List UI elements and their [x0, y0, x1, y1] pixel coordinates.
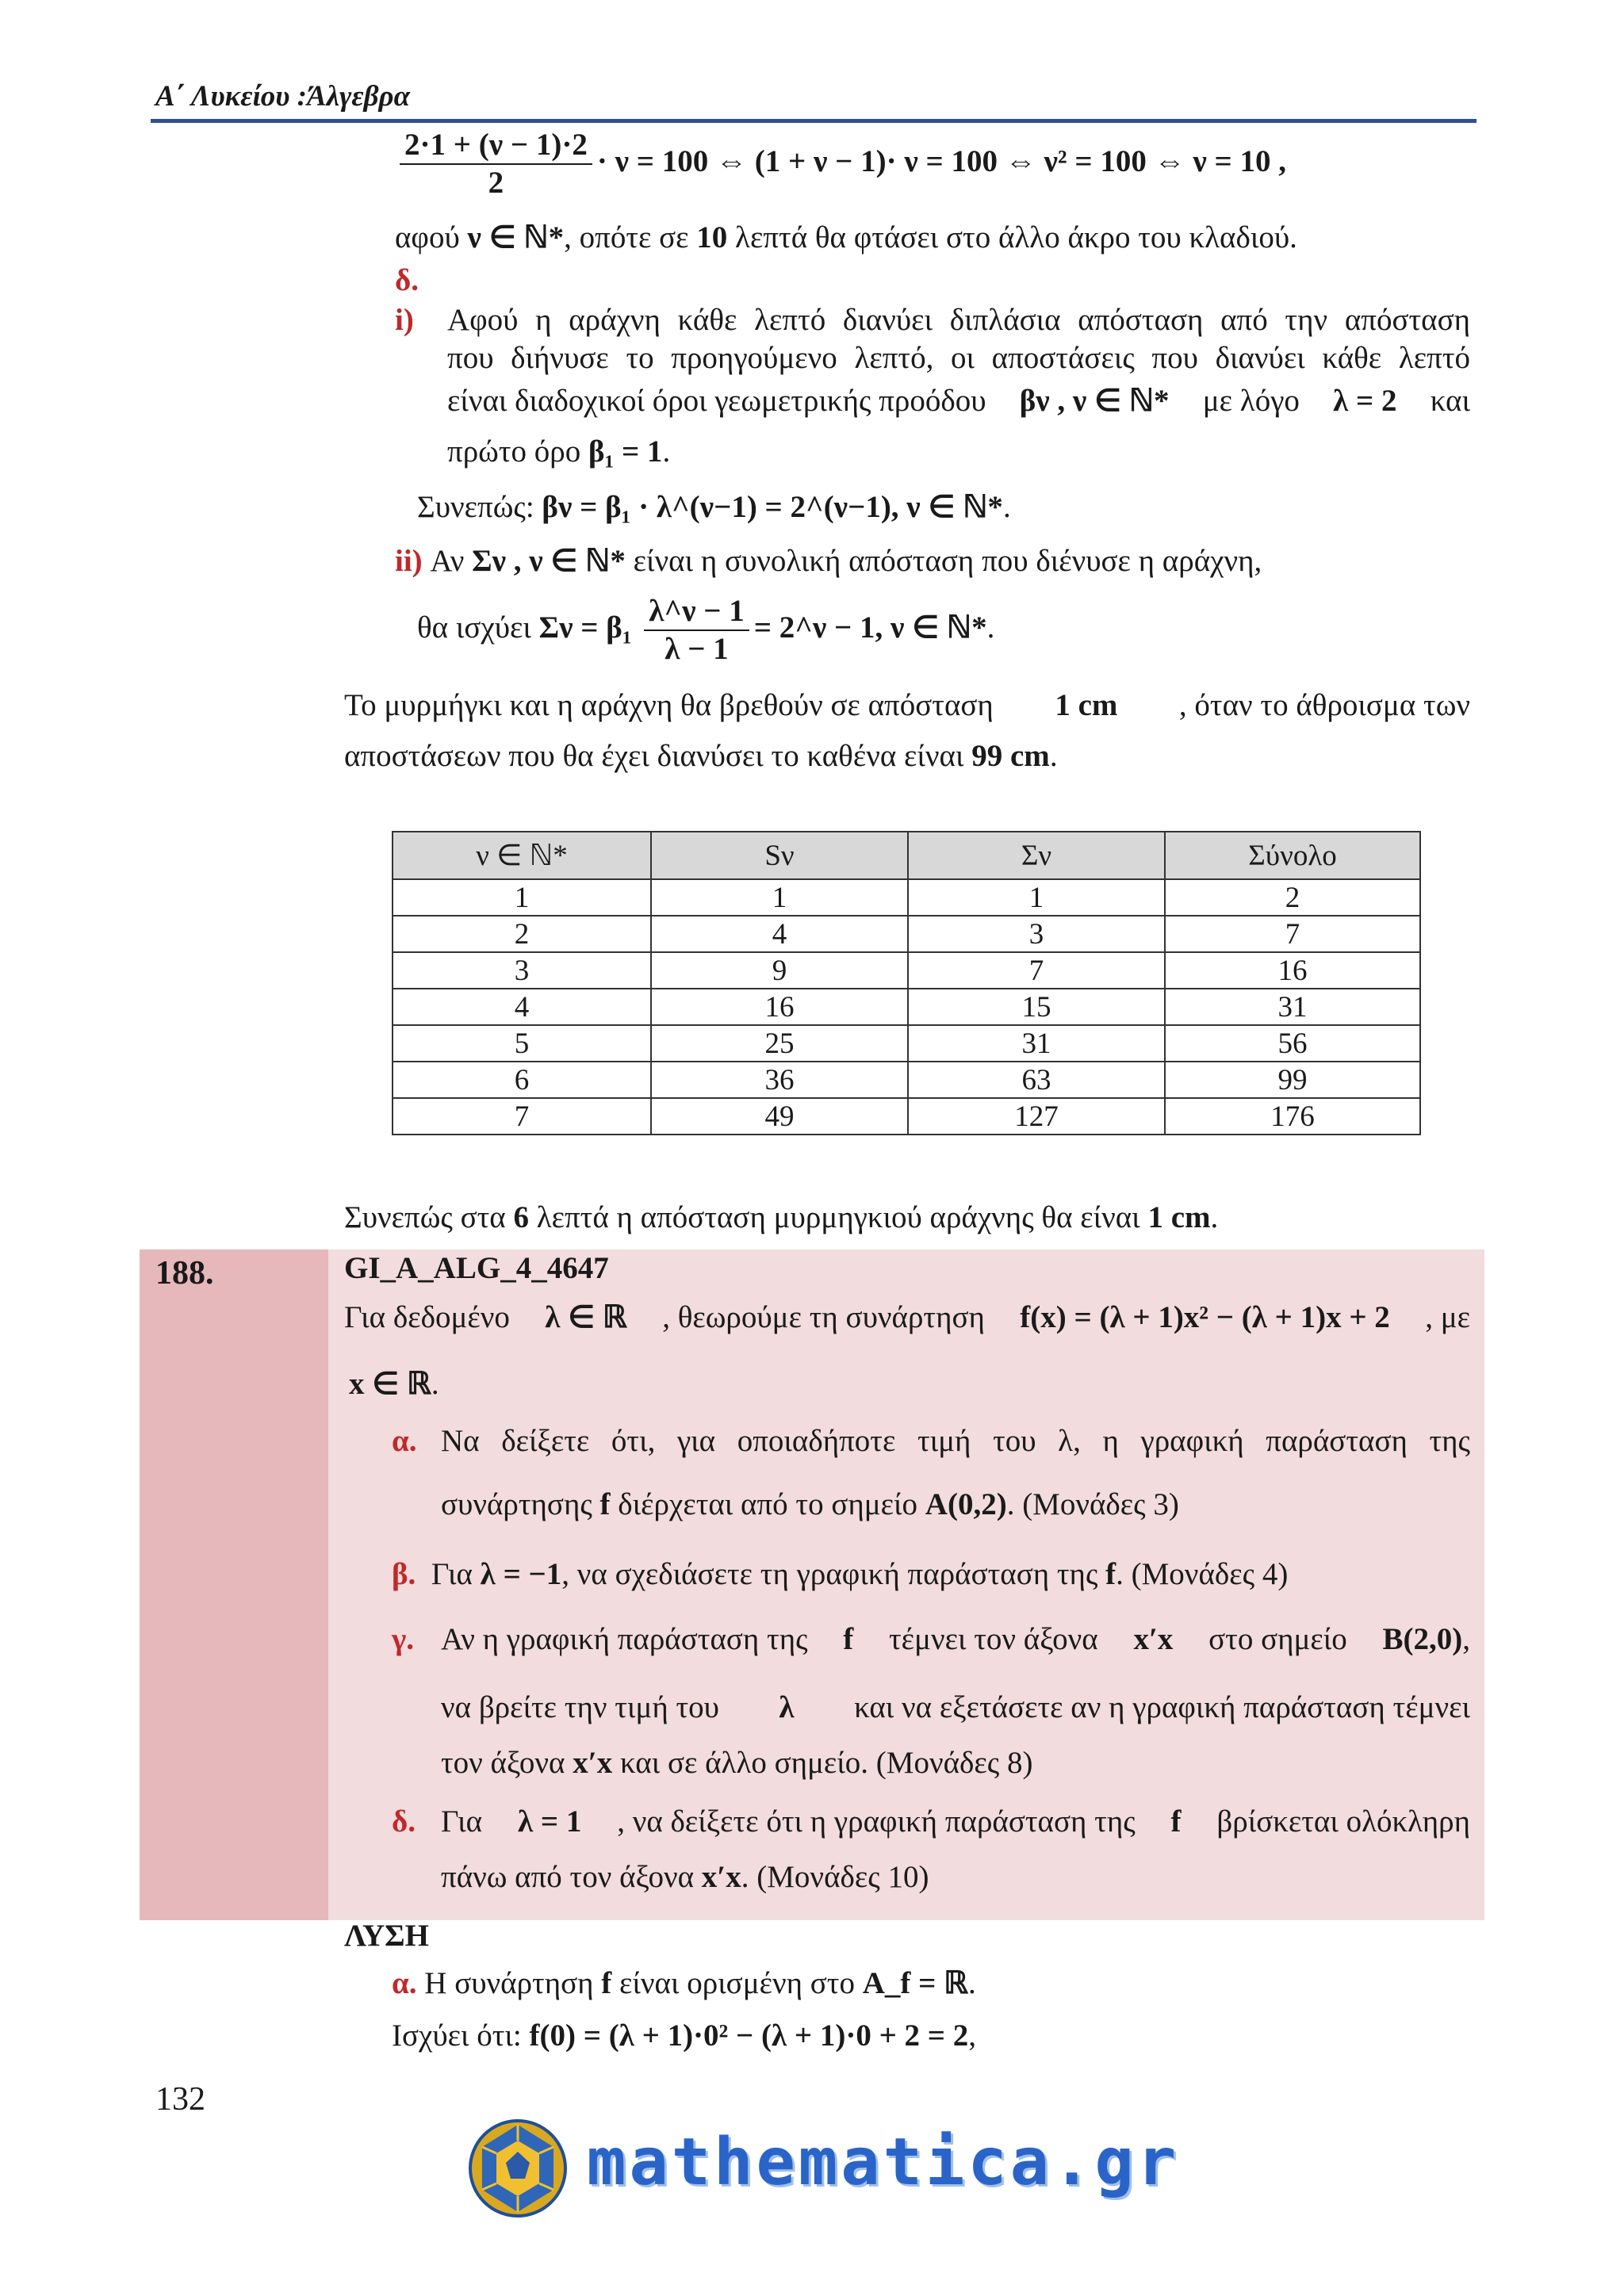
question-line	[441, 1483, 1179, 1527]
math: f(0) = (λ + 1)·0² − (λ + 1)·0 + 2 = 2	[529, 2019, 969, 2053]
text: Για	[441, 1804, 483, 1839]
math: x′x	[573, 1746, 613, 1780]
text: .	[986, 610, 995, 645]
math: x′x	[1133, 1622, 1174, 1656]
text: πρώτο όρο	[447, 434, 588, 469]
text: . (Μονάδες 3)	[1006, 1487, 1179, 1521]
table-cell: 9	[651, 952, 908, 989]
table-cell: 16	[1165, 952, 1420, 989]
sub-label-ii: ii)	[395, 544, 423, 578]
text: διέρχεται από το σημείο	[610, 1487, 925, 1521]
table-cell: 176	[1165, 1098, 1420, 1135]
question-b	[392, 1552, 1288, 1597]
table-cell: 63	[908, 1062, 1165, 1098]
text: ,	[1462, 1622, 1470, 1656]
fraction-numerator: 2·1 + (ν − 1)·2	[400, 127, 592, 165]
fraction-numerator: λ^ν − 1	[644, 593, 749, 631]
sum-formula-line	[417, 593, 994, 668]
text: να βρείτε την τιμή του	[441, 1690, 719, 1724]
text: .	[1049, 739, 1058, 773]
text: πάνω από τον άξονα	[441, 1860, 702, 1894]
math: λ ∈ ℝ	[545, 1300, 627, 1334]
math: x′x	[701, 1860, 741, 1894]
table-cell: 15	[908, 989, 1165, 1025]
conclusion-line	[344, 1196, 1218, 1240]
problem-intro-line	[349, 1362, 439, 1406]
math: Σν , ν ∈ ℕ*	[472, 544, 626, 578]
text: , με	[1425, 1300, 1470, 1334]
table-row	[393, 1062, 1420, 1098]
text: , θεωρούμε τη συνάρτηση	[662, 1300, 985, 1334]
text: Το μυρμήγκι και η αράχνη θα βρεθούν σε απόσταση	[344, 688, 994, 722]
table-cell: 1	[908, 879, 1165, 916]
polyhedron-logo-icon	[466, 2117, 569, 2220]
math: f	[599, 1487, 611, 1521]
text: .	[431, 1367, 439, 1401]
text: και σε άλλο σημείο. (Μονάδες 8)	[612, 1746, 1033, 1780]
column-header: Sν	[651, 832, 908, 879]
table-cell: 4	[393, 989, 651, 1025]
text: αποστάσεων που θα έχει διανύσει το καθένα είναι	[344, 739, 972, 773]
table-row	[393, 1098, 1420, 1135]
text: και	[1430, 384, 1470, 418]
header-rule	[151, 119, 1477, 123]
solution-label-a: α.	[392, 1966, 417, 2000]
text: και να εξετάσετε αν η γραφική παράσταση τέμνει	[854, 1690, 1470, 1724]
table-cell: 2	[1165, 879, 1420, 916]
table-cell: 1	[393, 879, 651, 916]
text-line	[395, 216, 1297, 260]
table-cell: 6	[393, 1062, 651, 1098]
table-cell: 7	[1165, 916, 1420, 952]
consequence-line	[417, 485, 1011, 530]
math: λ = −1	[480, 1557, 562, 1591]
math: ν ∈ ℕ*	[467, 220, 565, 254]
math: 99 cm	[971, 739, 1050, 773]
text: με λόγο	[1202, 384, 1300, 418]
question-line: Να δείξετε ότι, για οποιαδήποτε τιμή του λ, η γραφική παράσταση της	[441, 1424, 1470, 1458]
table-cell: 7	[908, 952, 1165, 989]
question-line	[441, 1617, 1470, 1662]
math: 10	[696, 220, 728, 254]
text: Συνεπώς στα	[344, 1200, 514, 1234]
table-cell: 7	[393, 1098, 651, 1135]
question-label-b: β.	[392, 1557, 416, 1591]
paragraph-line	[447, 379, 1470, 423]
text: Για	[431, 1557, 481, 1591]
text: τον άξονα	[441, 1746, 573, 1780]
paragraph-line	[344, 683, 1470, 728]
equation-rest: · ν = 100 ⇔ (1 + ν − 1)· ν = 100 ⇔ ν² = 100 ⇔ ν = 10 ,	[596, 144, 1286, 178]
math: λ = 1	[517, 1804, 582, 1839]
problem-intro-line	[344, 1295, 1470, 1340]
math: βν , ν ∈ ℕ*	[1019, 384, 1170, 418]
paragraph-line: Αφού η αράχνη κάθε λεπτό διανύει διπλάσια απόσταση από την απόσταση	[447, 303, 1470, 337]
text: .	[1210, 1200, 1219, 1234]
math: 6	[513, 1200, 529, 1234]
math: A(0,2)	[925, 1487, 1007, 1521]
paragraph-line: που διήνυσε το προηγούμενο λεπτό, οι αποστάσεις που διανύει κάθε λεπτό	[447, 341, 1470, 375]
column-header: Σύνολο	[1165, 832, 1420, 879]
table-cell: 31	[908, 1025, 1165, 1062]
text: . (Μονάδες 4)	[1116, 1557, 1289, 1591]
math: f	[601, 1966, 612, 2000]
text: ,	[968, 2019, 977, 2053]
table-row	[393, 916, 1420, 952]
fraction-denominator: 2	[488, 166, 504, 200]
site-logo-text: mathematica.gr	[587, 2125, 1180, 2200]
table-cell: 56	[1165, 1025, 1420, 1062]
question-line	[441, 1741, 1032, 1785]
table-cell: 31	[1165, 989, 1420, 1025]
text: , να σχεδιάσετε τη γραφική παράσταση της	[561, 1557, 1106, 1591]
problem-number: 188.	[155, 1255, 214, 1292]
table-cell: 3	[393, 952, 651, 989]
text: , οπότε σε	[564, 220, 697, 254]
question-line	[441, 1800, 1470, 1844]
fraction-denominator: λ − 1	[665, 632, 729, 666]
math: x ∈ ℝ	[349, 1367, 431, 1401]
question-line	[441, 1855, 929, 1900]
text: Αν	[422, 544, 473, 578]
question-label-d: δ.	[392, 1804, 416, 1839]
text: .	[967, 1966, 976, 2000]
math: βν = β₁ · λ^(ν−1) = 2^(ν−1), ν ∈ ℕ*	[542, 490, 1003, 524]
text: Συνεπώς:	[417, 490, 542, 524]
table-cell: 99	[1165, 1062, 1420, 1098]
question-label-a: α.	[392, 1424, 417, 1458]
math: λ = 2	[1333, 384, 1397, 418]
table-row	[393, 879, 1420, 916]
problem-code: GI_A_ALG_4_4647	[344, 1251, 609, 1285]
table-cell: 16	[651, 989, 908, 1025]
part-label-delta: δ.	[395, 263, 419, 297]
table-cell: 2	[393, 916, 651, 952]
text: .	[1002, 490, 1011, 524]
header-title: Α΄ Λυκείου :Άλγεβρα	[155, 80, 411, 113]
question-line	[441, 1686, 1470, 1730]
table-row	[393, 952, 1420, 989]
distance-table	[392, 831, 1421, 1135]
solution-line	[392, 1961, 976, 2006]
text: στο σημείο	[1208, 1622, 1347, 1656]
table-row	[393, 1025, 1420, 1062]
math: 1 cm	[1147, 1200, 1211, 1234]
sub-item-ii	[395, 539, 1262, 584]
solution-line	[392, 2014, 976, 2058]
math: λ	[779, 1690, 795, 1724]
text: Ισχύει ότι:	[392, 2019, 530, 2053]
math: f	[1170, 1804, 1182, 1839]
paragraph-line	[447, 430, 670, 474]
math: 1 cm	[1055, 688, 1118, 722]
table-cell: 49	[651, 1098, 908, 1135]
page-number: 132	[155, 2081, 205, 2118]
paragraph-line	[344, 734, 1058, 779]
sub-label-i: i)	[395, 303, 414, 337]
text: συνάρτησης	[441, 1487, 600, 1521]
math: = 2^ν − 1, ν ∈ ℕ*	[753, 610, 987, 645]
text: λεπτά θα φτάσει στο άλλο άκρο του κλαδιού.	[727, 220, 1297, 254]
text: αφού	[395, 220, 468, 254]
column-header: ν ∈ ℕ*	[393, 832, 651, 879]
text: βρίσκεται ολόκληρη	[1216, 1804, 1470, 1839]
math: β₁ = 1	[588, 434, 663, 469]
fraction	[644, 593, 749, 668]
table-cell: 36	[651, 1062, 908, 1098]
text: θα ισχύει	[417, 610, 539, 645]
math: A_f = ℝ	[862, 1966, 968, 2000]
text: είναι η συνολική απόσταση που διένυσε η αράχνη,	[625, 544, 1262, 578]
solution-title: ΛΥΣΗ	[344, 1919, 429, 1953]
text: , να δείξετε ότι η γραφική παράσταση της	[617, 1804, 1136, 1839]
text: τέμνει τον άξονα	[889, 1622, 1098, 1656]
text: Η συνάρτηση	[416, 1966, 602, 2000]
table-cell: 4	[651, 916, 908, 952]
table-row	[393, 989, 1420, 1025]
text: Για δεδομένο	[344, 1300, 510, 1334]
math: f	[1105, 1557, 1116, 1591]
table-cell: 3	[908, 916, 1165, 952]
question-label-c: γ.	[392, 1622, 414, 1656]
text: λεπτά η απόσταση μυρμηγκιού αράχνης θα είναι	[528, 1200, 1148, 1234]
text: είναι διαδοχικοί όροι γεωμετρικής προόδου	[447, 384, 986, 418]
column-header: Σν	[908, 832, 1165, 879]
math: f(x) = (λ + 1)x² − (λ + 1)x + 2	[1020, 1300, 1390, 1334]
text: είναι ορισμένη στο	[611, 1966, 863, 2000]
math: f	[843, 1622, 854, 1656]
problem-number-panel	[140, 1249, 328, 1920]
table-cell: 1	[651, 879, 908, 916]
equation-line	[395, 127, 1286, 201]
table-cell: 127	[908, 1098, 1165, 1135]
text: , όταν το άθροισμα των	[1178, 688, 1470, 722]
math: B(2,0)	[1382, 1622, 1463, 1656]
fraction	[400, 127, 592, 201]
math: Σν = β₁	[538, 610, 632, 645]
table-cell: 5	[393, 1025, 651, 1062]
table-header-row	[393, 832, 1420, 879]
text: .	[662, 434, 671, 469]
text: Αν η γραφική παράσταση της	[441, 1622, 808, 1656]
text: . (Μονάδες 10)	[741, 1860, 929, 1894]
table-cell: 25	[651, 1025, 908, 1062]
